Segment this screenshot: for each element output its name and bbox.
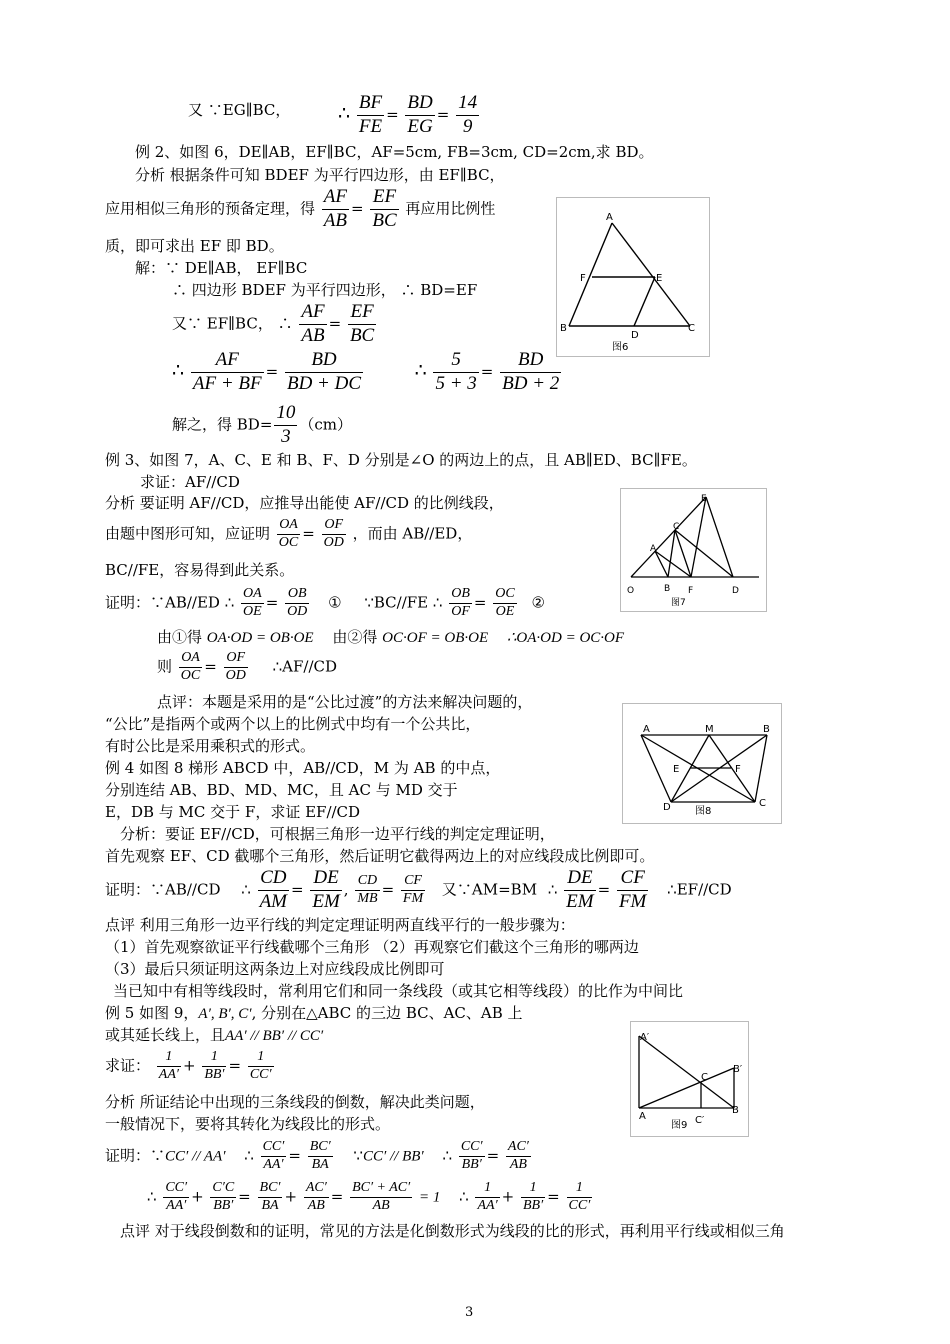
ex2-solution-5: 解之，得 BD= $\frac{10}{3}$ （cm） [172,402,353,447]
ex3-proof-2: 由①得 OA·OD = OB·OE 由②得 OC·OF = OB·OE ∴OA·OD = OC·OF [157,628,625,646]
ex4-title-1: 例 4 如图 8 梯形 ABCD 中，AB//CD，M 为 AB 的中点， [105,759,501,777]
ex3-analysis-2: 由题中图形可知，应证明 $\frac{OA}{OC}$ = $\frac{OF}{OD}$ ，而由 AB//ED， [105,517,473,550]
svg-text:F: F [688,586,694,596]
svg-text:图8: 图8 [695,806,712,817]
ex3-title: 例 3、如图 7，A、C、E 和 B、F、D 分别是∠O 的两边上的点，且 AB∥ED、BC∥FE。 [105,451,697,469]
svg-text:A: A [639,1111,646,1122]
svg-text:D: D [732,586,739,596]
svg-text:B′: B′ [733,1064,743,1075]
ex3-prove: 求证：AF//CD [140,473,240,491]
svg-text:O: O [627,586,635,596]
svg-text:图9: 图9 [671,1120,688,1131]
ex2-analysis-3: 质，即可求出 EF 即 BD。 [105,237,284,255]
ex4-title-2: 分别连结 AB、BD、MD、MC，且 AC 与 MD 交于 [105,781,458,799]
label-d: D [631,330,639,341]
svg-text:C: C [701,1072,708,1083]
ex2-solution-4: ∴ $\frac{AF}{AF + BF}$ = $\frac{BD}{BD + DC}$ ∴ $\frac{5}{5 + 3}$ = $\frac{BD}{BD + 2}$ [172,349,560,394]
ex5-proof-2: ∴ $\frac{CC'}{AA'}$ + $\frac{C'C}{BB'}$ = $\frac{BC'}{BA}$ + $\frac{AC'}{AB}$ = $\frac{BC' + AC'}{AB}$ = 1 ∴ $\frac{1}{AA'}$ + $\frac{1}{BB'}$ = $\frac{1}{CC'}$ [147,1180,591,1213]
svg-text:C: C [759,798,766,809]
label-b: B [560,323,567,334]
ex5-proof-1: 证明：∵CC′ // AA′ ∴ $\frac{CC'}{AA'}$ = $\frac{BC'}{BA}$ ∵CC′ // BB′ ∴ $\frac{CC'}{BB'}$ = $\frac{AC'}{AB}$ [105,1139,529,1172]
svg-text:E: E [673,764,680,775]
svg-text:E: E [701,494,707,504]
svg-text:D: D [663,802,671,813]
top-line: 又 ∵EG∥BC， ∴ $\frac{BF}{FE}$ = $\frac{BD}{EG}$ = $\frac{14}{9}$ [188,92,478,137]
ex3-comment-2: “公比”是指两个或两个以上的比例式中均有一个公共比， [105,715,481,733]
fraction: $\frac{14}{9}$ [458,92,478,137]
ex2-solution-3: 又∵ EF∥BC， ∴ $\frac{AF}{AB}$ = $\frac{EF}{BC}$ [172,301,375,346]
figure-8 [622,703,782,824]
ex3-proof-1: 证明：∵AB//ED ∴ $\frac{OA}{OE}$ = $\frac{OB}{OD}$ ① ∵BC//FE ∴ $\frac{OB}{OF}$ = $\frac{OC}{OE}$ ② [105,586,545,619]
ex4-title-3: E，DB 与 MC 交于 F，求证 EF//CD [105,803,361,821]
ex2-solution-1: 解：∵ DE∥AB， EF∥BC [135,259,308,277]
ex4-analysis-2: 首先观察 EF、CD 截哪个三角形，然后证明它截得两边上的对应线段成比例即可。 [105,847,655,865]
ex2-analysis-2: 应用相似三角形的预备定理，得 $\frac{AF}{AB}$ = $\frac{EF}{BC}$ 再应用比例性 [105,186,496,231]
svg-text:B: B [763,724,770,735]
ex3-analysis-1: 分析 要证明 AF//CD，应推导出能使 AF//CD 的比例线段， [105,494,504,512]
ex3-proof-3: 则 $\frac{OA}{OC}$ = $\frac{OF}{OD}$ ∴AF//CD [157,650,338,683]
ex3-analysis-3: BC//FE，容易得到此关系。 [105,561,295,579]
svg-text:图7: 图7 [671,598,686,608]
ex5-analysis-1: 分析 所证结论中出现的三条线段的倒数，解决此类问题， [105,1093,485,1111]
figure-caption: 图6 [612,342,629,353]
svg-text:C: C [673,522,680,532]
figure-7 [620,488,767,612]
fraction: $\frac{BF}{FE}$ [358,92,383,137]
svg-text:A′: A′ [640,1032,650,1043]
ex2-analysis-1: 分析 根据条件可知 BDEF 为平行四边形，由 EF∥BC， [135,166,505,184]
label-c: C [688,323,695,334]
ex2-solution-2: ∴ 四边形 BDEF 为平行四边形， ∴ BD=EF [172,281,478,299]
fraction: $\frac{BD}{EG}$ [407,92,433,137]
figure-9 [630,1021,749,1137]
svg-text:A: A [643,724,650,735]
svg-text:C′: C′ [695,1115,705,1126]
ex5-comment: 点评 对于线段倒数和的证明，常见的方法是化倒数形式为线段的比的形式，再利用平行线或相似三角 [120,1222,785,1240]
svg-text:B: B [732,1105,739,1116]
ex4-comment-4: 当已知中有相等线段时，常利用它们和同一条线段（或其它相等线段）的比作为中间比 [113,982,684,1000]
label-f: F [580,273,586,284]
ex4-analysis-1: 分析：要证 EF//CD，可根据三角形一边平行线的判定定理证明， [120,825,555,843]
svg-text:F: F [735,764,741,775]
svg-text:A: A [650,544,657,554]
ex5-title-2: 或其延长线上，且AA′ // BB′ // CC′ [105,1026,324,1044]
ex4-comment-2: （1）首先观察欲证平行线截哪个三角形 （2）再观察它们截这个三角形的哪两边 [105,938,639,956]
label-e: E [656,273,663,284]
ex4-comment-3: （3）最后只须证明这两条边上对应线段成比例即可 [105,960,445,978]
ex3-comment-3: 有时公比是采用乘积式的形式。 [105,737,316,755]
svg-text:M: M [705,724,714,735]
figure-6 [556,197,710,357]
page-number: 3 [465,1305,474,1320]
ex4-proof: 证明：∵AB//CD ∴ $\frac{CD}{AM}$ = $\frac{DE}{EM}$ , $\frac{CD}{MB}$ = $\frac{CF}{FM}$ 又∵AM=BM ∴ $\frac{DE}{EM}$ = $\frac{CF}{FM}$ ∴EF//CD [105,867,732,912]
ex2-title: 例 2、如图 6，DE∥AB，EF∥BC，AF=5cm, FB=3cm, CD=2cm,求 BD。 [135,143,654,161]
ex5-analysis-2: 一般情况下，要将其转化为线段比的形式。 [105,1115,391,1133]
ex5-prove: 求证： $\frac{1}{AA'}$ + $\frac{1}{BB'}$ = $\frac{1}{CC'}$ [105,1049,272,1082]
ex5-title-1: 例 5 如图 9，A′, B′, C′, 分别在△ABC 的三边 BC、AC、AB 上 [105,1004,523,1022]
svg-text:B: B [664,584,671,594]
ex4-comment-1: 点评 利用三角形一边平行线的判定定理证明两直线平行的一般步骤为： [105,916,575,934]
label-a: A [606,212,613,223]
ex3-comment-1: 点评：本题是采用的是“公比过渡”的方法来解决问题的， [157,693,533,711]
